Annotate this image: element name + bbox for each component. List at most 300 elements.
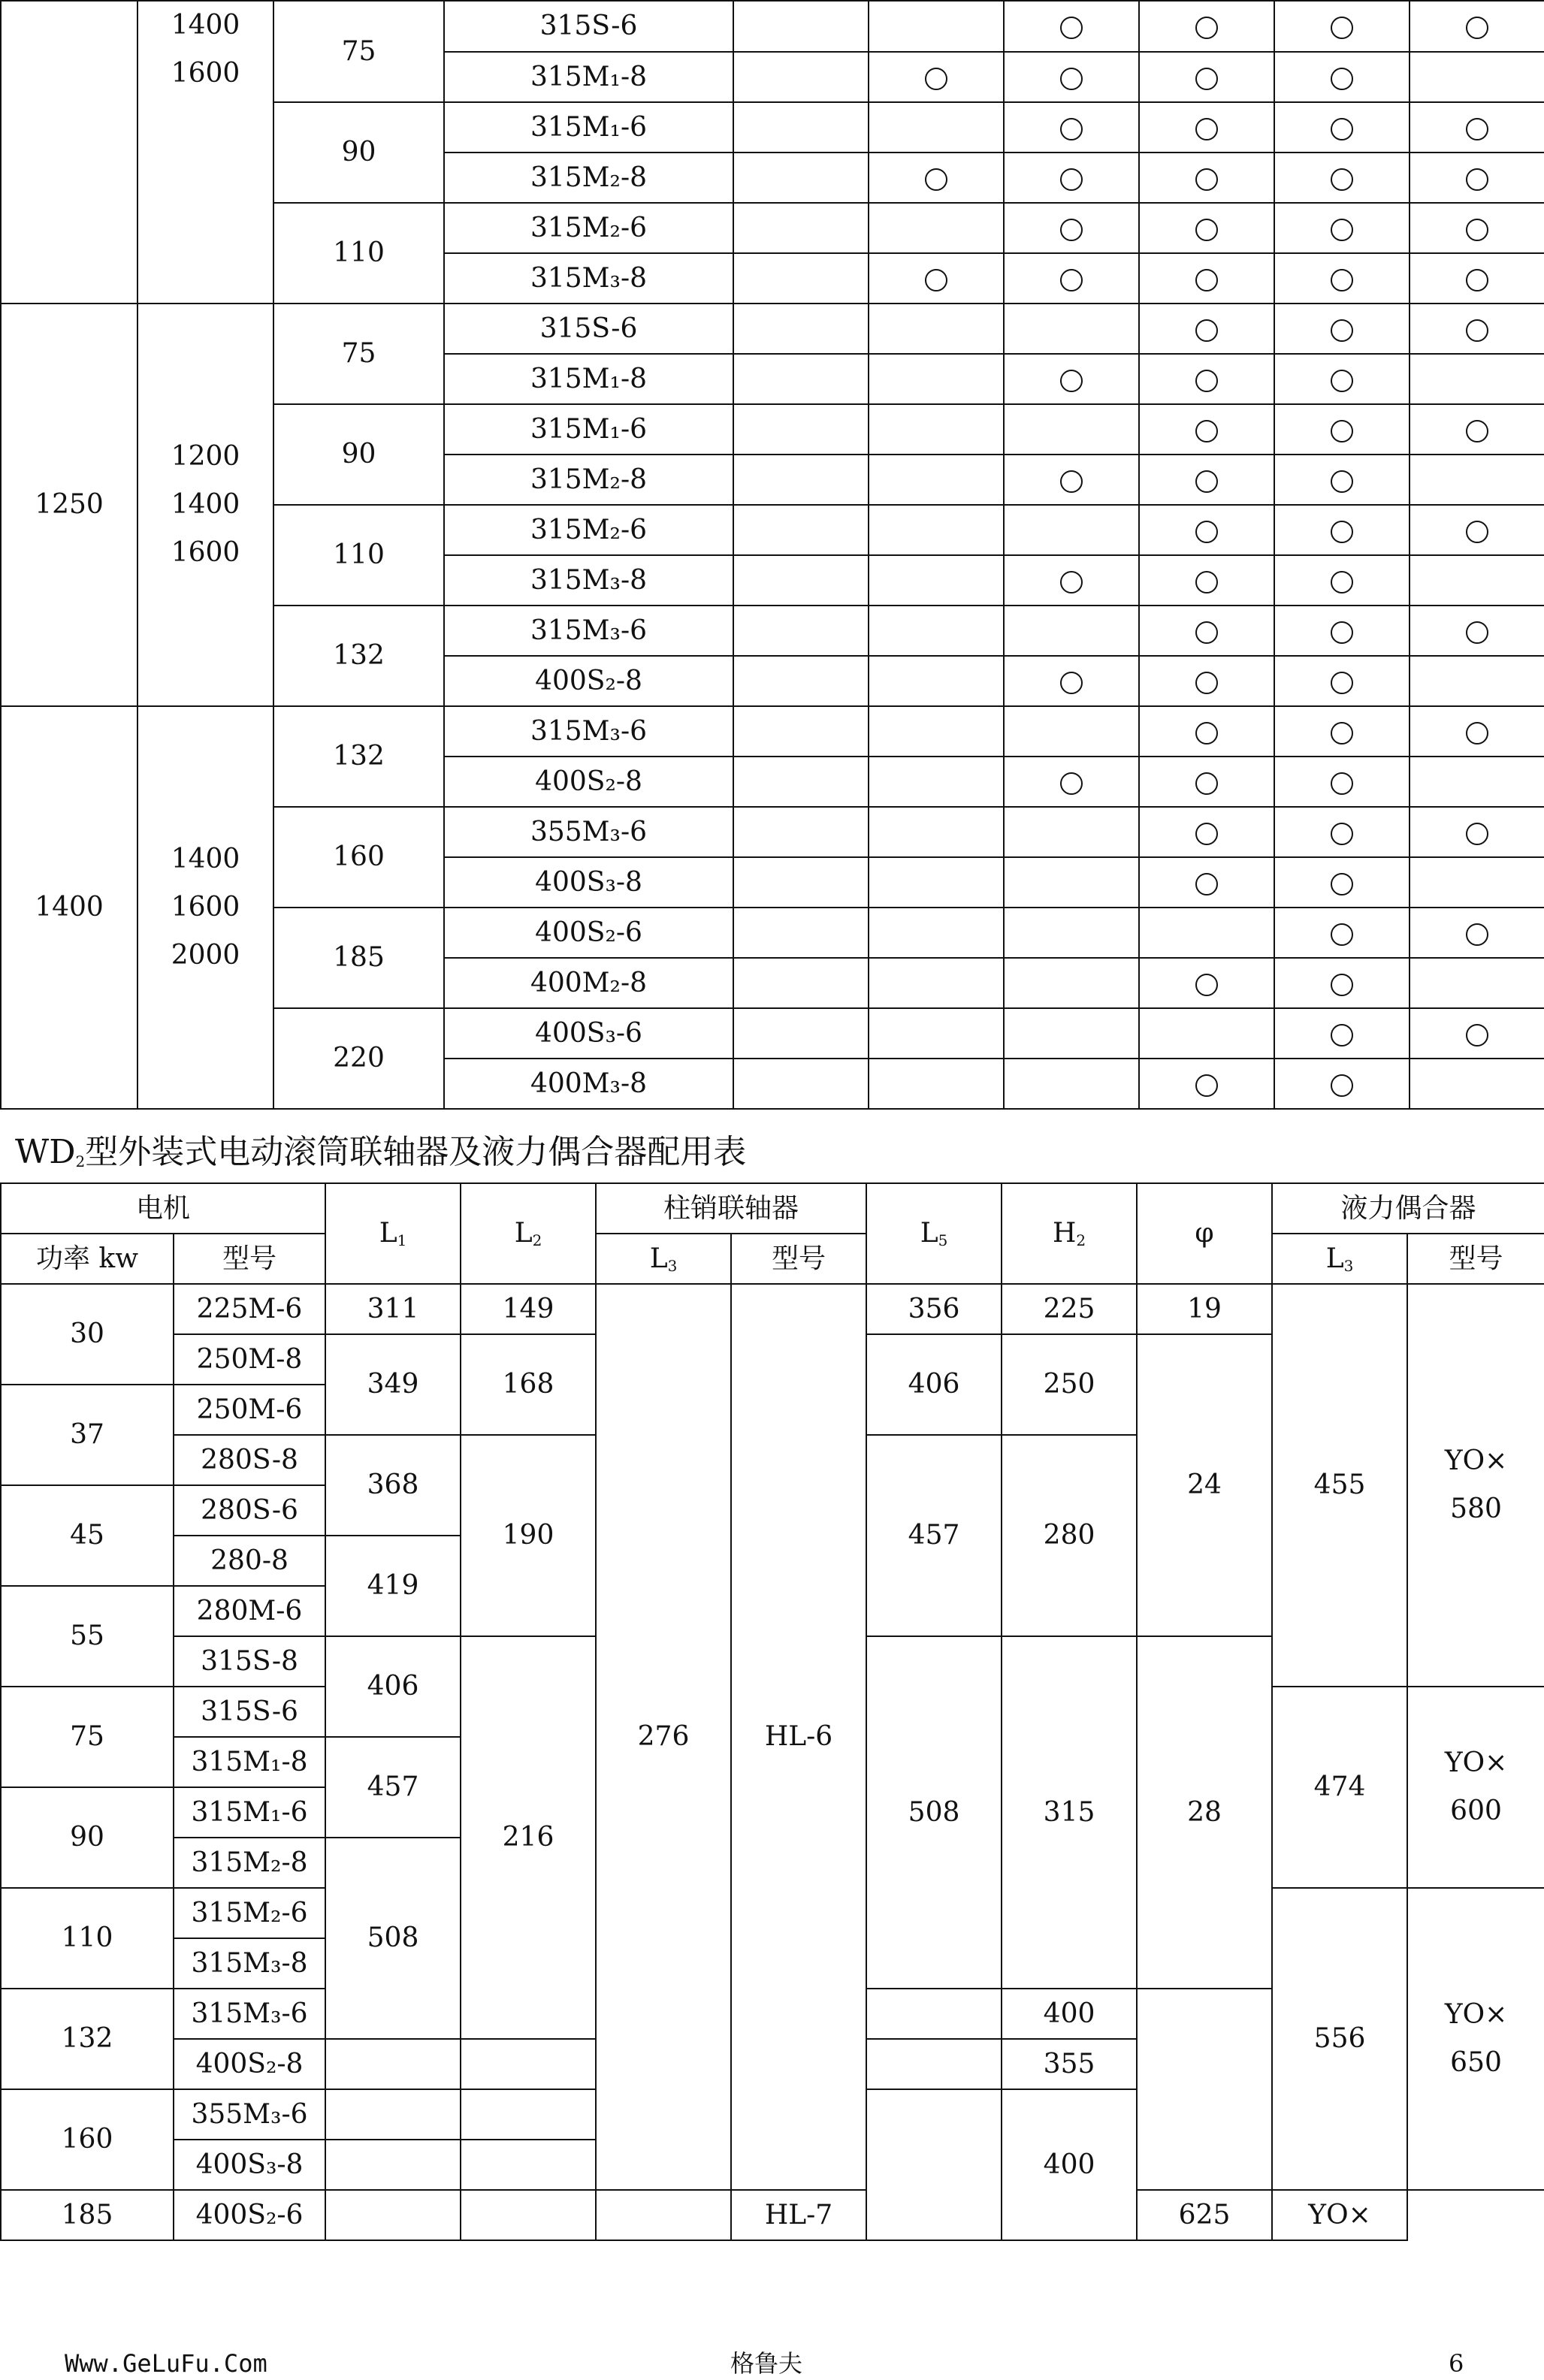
circle-mark-icon (1331, 722, 1353, 745)
L2-cell: 190 (461, 1435, 596, 1636)
mark-cell (733, 505, 869, 555)
power-cell: 132 (1, 1989, 174, 2089)
header-pin-model: 型号 (731, 1234, 866, 1284)
mark-cell (1274, 153, 1410, 203)
mark-cell (733, 857, 869, 908)
model-cell: 315S-6 (174, 1687, 325, 1737)
fluid-L3-cell: 455 (1272, 1284, 1407, 1687)
header-power: 功率 kw (1, 1234, 174, 1284)
compatibility-table (0, 0, 1544, 1110)
model-cell: 315M₃-8 (174, 1938, 325, 1989)
mark-cell (1139, 706, 1274, 757)
mark-cell (1004, 807, 1139, 857)
mark-cell (1274, 253, 1410, 304)
circle-mark-icon (1195, 470, 1218, 493)
mark-cell (869, 606, 1004, 656)
circle-mark-icon (1331, 923, 1353, 946)
mark-cell (733, 404, 869, 455)
circle-mark-icon (1331, 17, 1353, 39)
fluid-L3-cell: 556 (1272, 1888, 1407, 2190)
circle-mark-icon (1466, 17, 1488, 39)
circle-mark-icon (925, 269, 947, 291)
mark-cell (1410, 555, 1544, 606)
footer-website: Www.GeLuFu.Com (65, 2349, 267, 2378)
H2-cell: 315 (1002, 1636, 1137, 1989)
mark-cell (733, 304, 869, 354)
L5-cell: 406 (866, 1334, 1002, 1435)
circle-mark-icon (1331, 470, 1353, 493)
mark-cell (733, 203, 869, 253)
model-cell: 400S₃-6 (444, 1008, 733, 1059)
mark-cell (1004, 757, 1139, 807)
mark-cell (733, 706, 869, 757)
mark-cell (1004, 505, 1139, 555)
circle-mark-icon (1331, 974, 1353, 996)
power-cell: 110 (1, 1888, 174, 1989)
mark-cell (733, 52, 869, 102)
mark-cell (1410, 404, 1544, 455)
model-cell: 315M₃-8 (444, 555, 733, 606)
circle-mark-icon (1466, 823, 1488, 845)
L1-cell (325, 2190, 461, 2240)
model-cell: 400S₃-8 (174, 2140, 325, 2190)
model-cell: 355M₃-6 (174, 2089, 325, 2140)
model-cell: 315S-6 (444, 304, 733, 354)
mark-cell (1139, 757, 1274, 807)
power-cell: 90 (1, 1787, 174, 1888)
model-cell: 280-8 (174, 1536, 325, 1586)
mark-cell (1274, 958, 1410, 1008)
power-cell: 45 (1, 1485, 174, 1586)
circle-mark-icon (1331, 168, 1353, 191)
power-cell: 185 (273, 908, 444, 1008)
H2-cell: 250 (1002, 1334, 1137, 1435)
circle-mark-icon (1060, 571, 1083, 593)
circle-mark-icon (1195, 621, 1218, 644)
L1-cell: 419 (325, 1536, 461, 1636)
mark-cell (1139, 908, 1274, 958)
mark-cell (1139, 857, 1274, 908)
circle-mark-icon (1466, 219, 1488, 241)
circle-mark-icon (1060, 168, 1083, 191)
mark-cell (1410, 656, 1544, 706)
header-L1: $L_1$ (325, 1183, 461, 1284)
fluid-L3-cell: 625 (1137, 2190, 1272, 2240)
mark-cell (1004, 1, 1139, 52)
table-row (1, 2190, 1544, 2240)
mark-cell (1004, 606, 1139, 656)
mark-cell (869, 958, 1004, 1008)
H2-cell: 280 (1002, 1435, 1137, 1636)
phi-cell (1137, 1989, 1272, 2190)
mark-cell (869, 505, 1004, 555)
mark-cell (869, 102, 1004, 153)
L5-cell: 508 (866, 1636, 1002, 1989)
header-fluid-coupling: 液力偶合器 (1272, 1183, 1544, 1234)
mark-cell (1139, 404, 1274, 455)
mark-cell (1410, 807, 1544, 857)
L2-cell (461, 2140, 596, 2190)
mark-cell (1274, 505, 1410, 555)
circle-mark-icon (1331, 823, 1353, 845)
model-cell: 315M₁-8 (444, 52, 733, 102)
model-cell: 315M₂-8 (444, 153, 733, 203)
L1-cell: 508 (325, 1838, 461, 2039)
pin-model-cell: HL-6 (731, 1284, 866, 2190)
circle-mark-icon (1331, 319, 1353, 342)
power-cell: 185 (1, 2190, 174, 2240)
model-cell: 400S₃-8 (444, 857, 733, 908)
header-row-1 (1, 1183, 1544, 1234)
mark-cell (1274, 304, 1410, 354)
model-cell: 315M₂-8 (174, 1838, 325, 1888)
circle-mark-icon (1331, 219, 1353, 241)
header-motor: 电机 (1, 1183, 325, 1234)
L5-cell (866, 2089, 1002, 2240)
mark-cell (1410, 253, 1544, 304)
model-cell: 400S₂-8 (174, 2039, 325, 2089)
power-cell: 160 (1, 2089, 174, 2190)
mark-cell (1410, 1, 1544, 52)
circle-mark-icon (1331, 873, 1353, 896)
L2-cell (461, 2089, 596, 2140)
model-cell: 315M₃-6 (444, 706, 733, 757)
mark-cell (869, 153, 1004, 203)
coupling-table-title: $WD_2$型外装式电动滚筒联轴器及液力偶合器配用表 (15, 1133, 747, 1171)
mark-cell (1410, 908, 1544, 958)
mark-cell (1274, 908, 1410, 958)
circle-mark-icon (1195, 571, 1218, 593)
header-pin-L3: $L_3$ (596, 1234, 731, 1284)
circle-mark-icon (1060, 269, 1083, 291)
L1-cell: 368 (325, 1435, 461, 1536)
header-H2: $H_2$ (1002, 1183, 1137, 1284)
circle-mark-icon (1060, 17, 1083, 39)
table-row (1, 304, 1544, 354)
circle-mark-icon (1331, 1074, 1353, 1097)
model-cell: 315M₃-8 (444, 253, 733, 304)
mark-cell (1139, 606, 1274, 656)
L2-cell: 216 (461, 1636, 596, 2039)
mark-cell (1274, 757, 1410, 807)
mark-cell (1004, 706, 1139, 757)
circle-mark-icon (1195, 873, 1218, 896)
power-cell: 132 (273, 606, 444, 706)
circle-mark-icon (1195, 420, 1218, 442)
mark-cell (733, 1059, 869, 1109)
circle-mark-icon (925, 68, 947, 90)
mark-cell (869, 908, 1004, 958)
mark-cell (869, 203, 1004, 253)
circle-mark-icon (1466, 621, 1488, 644)
mark-cell (869, 52, 1004, 102)
mark-cell (1139, 1059, 1274, 1109)
model-cell: 315M₂-6 (444, 203, 733, 253)
L1-cell (325, 2140, 461, 2190)
mark-cell (1274, 857, 1410, 908)
circle-mark-icon (1195, 118, 1218, 140)
header-fluid-L3: $L_3$ (1272, 1234, 1407, 1284)
circle-mark-icon (1195, 722, 1218, 745)
mark-cell (1004, 52, 1139, 102)
length-cell: 1400 1600 2000 (137, 706, 273, 1109)
fluid-L3-cell: 474 (1272, 1687, 1407, 1888)
mark-cell (1274, 404, 1410, 455)
circle-mark-icon (1195, 168, 1218, 191)
circle-mark-icon (1060, 219, 1083, 241)
circle-mark-icon (1466, 269, 1488, 291)
circle-mark-icon (1331, 118, 1353, 140)
circle-mark-icon (1195, 269, 1218, 291)
header-L5: $L_5$ (866, 1183, 1002, 1284)
power-cell: 90 (273, 404, 444, 505)
header-fluid-model: 型号 (1407, 1234, 1544, 1284)
mark-cell (1004, 304, 1139, 354)
mark-cell (869, 455, 1004, 505)
table-row (1, 1, 1544, 52)
mark-cell (1410, 455, 1544, 505)
H2-cell: 400 (1002, 1989, 1137, 2039)
mark-cell (1274, 656, 1410, 706)
mark-cell (1274, 455, 1410, 505)
model-cell: 280S-6 (174, 1485, 325, 1536)
circle-mark-icon (1195, 370, 1218, 392)
power-cell: 55 (1, 1586, 174, 1687)
H2-cell: 225 (1002, 1284, 1137, 1334)
circle-mark-icon (1195, 1074, 1218, 1097)
phi-cell: 19 (1137, 1284, 1272, 1334)
L5-cell (866, 2039, 1002, 2089)
power-cell: 30 (1, 1284, 174, 1385)
circle-mark-icon (1466, 420, 1488, 442)
mark-cell (1004, 102, 1139, 153)
mark-cell (1274, 706, 1410, 757)
model-cell: 315M₁-6 (444, 404, 733, 455)
mark-cell (733, 1, 869, 52)
mark-cell (1410, 505, 1544, 555)
circle-mark-icon (1331, 269, 1353, 291)
model-cell: 315M₁-8 (444, 354, 733, 404)
power-cell: 110 (273, 203, 444, 304)
mark-cell (733, 606, 869, 656)
model-cell: 315S-8 (174, 1636, 325, 1687)
L2-cell: 149 (461, 1284, 596, 1334)
mark-cell (733, 455, 869, 505)
circle-mark-icon (925, 168, 947, 191)
mark-cell (869, 706, 1004, 757)
power-cell: 75 (273, 304, 444, 404)
mark-cell (1274, 102, 1410, 153)
circle-mark-icon (1331, 621, 1353, 644)
mark-cell (733, 757, 869, 807)
mark-cell (733, 354, 869, 404)
L1-cell (325, 2039, 461, 2089)
mark-cell (1139, 253, 1274, 304)
mark-cell (1004, 253, 1139, 304)
mark-cell (733, 908, 869, 958)
mark-cell (1274, 203, 1410, 253)
H2-cell: 400 (1002, 2089, 1137, 2240)
circle-mark-icon (1195, 219, 1218, 241)
circle-mark-icon (1331, 1024, 1353, 1047)
table-row (1, 706, 1544, 757)
circle-mark-icon (1195, 672, 1218, 694)
mark-cell (1139, 807, 1274, 857)
header-L2: $L_2$ (461, 1183, 596, 1284)
model-cell: 315M₂-8 (444, 455, 733, 505)
circle-mark-icon (1331, 420, 1353, 442)
power-cell: 75 (273, 1, 444, 102)
model-cell: 400M₃-8 (444, 1059, 733, 1109)
mark-cell (1004, 354, 1139, 404)
L1-cell (325, 2089, 461, 2140)
circle-mark-icon (1195, 319, 1218, 342)
model-cell: 400M₂-8 (444, 958, 733, 1008)
power-cell: 75 (1, 1687, 174, 1787)
circle-mark-icon (1466, 923, 1488, 946)
pin-L3-cell (596, 2190, 731, 2240)
mark-cell (1410, 153, 1544, 203)
model-cell: 315M₃-6 (444, 606, 733, 656)
mark-cell (1004, 958, 1139, 1008)
pin-L3-cell: 276 (596, 1284, 731, 2190)
model-cell: 315M₁-8 (174, 1737, 325, 1787)
mark-cell (1139, 505, 1274, 555)
model-cell: 400S₂-6 (444, 908, 733, 958)
footer-page-number: 6 (1449, 2349, 1464, 2378)
header-row-2 (1, 1234, 1544, 1284)
mark-cell (1274, 1059, 1410, 1109)
mark-cell (1004, 555, 1139, 606)
mark-cell (1004, 404, 1139, 455)
mark-cell (1004, 1059, 1139, 1109)
mark-cell (1004, 656, 1139, 706)
length-cell: 1400 1600 (137, 1, 273, 304)
model-cell: 355M₃-6 (444, 807, 733, 857)
mark-cell (1139, 203, 1274, 253)
header-pin-coupling: 柱销联轴器 (596, 1183, 866, 1234)
mark-cell (1410, 203, 1544, 253)
mark-cell (1274, 606, 1410, 656)
model-cell: 400S₂-8 (444, 656, 733, 706)
mark-cell (1410, 1059, 1544, 1109)
mark-cell (869, 656, 1004, 706)
mark-cell (869, 857, 1004, 908)
fluid-model-cell: YO× 580 (1407, 1284, 1544, 1687)
model-cell: 225M-6 (174, 1284, 325, 1334)
model-cell: 400S₂-6 (174, 2190, 325, 2240)
mark-cell (1274, 807, 1410, 857)
model-cell: 315M₂-6 (174, 1888, 325, 1938)
mark-cell (733, 807, 869, 857)
phi-cell: 24 (1137, 1334, 1272, 1636)
pin-model-cell: HL-7 (731, 2190, 866, 2240)
model-cell: 315M₁-6 (174, 1787, 325, 1838)
L5-cell: 457 (866, 1435, 1002, 1636)
power-cell: 220 (273, 1008, 444, 1109)
header-model: 型号 (174, 1234, 325, 1284)
circle-mark-icon (1195, 68, 1218, 90)
mark-cell (1410, 304, 1544, 354)
model-cell: 315S-6 (444, 1, 733, 52)
mark-cell (1139, 656, 1274, 706)
mark-cell (1139, 52, 1274, 102)
mark-cell (1004, 203, 1139, 253)
L2-cell (461, 2039, 596, 2089)
circle-mark-icon (1331, 521, 1353, 543)
mark-cell (733, 555, 869, 606)
mark-cell (1139, 354, 1274, 404)
mark-cell (869, 757, 1004, 807)
circle-mark-icon (1195, 823, 1218, 845)
mark-cell (869, 1008, 1004, 1059)
fluid-model-cell: YO× 600 (1407, 1687, 1544, 1888)
L5-cell (866, 1989, 1002, 2039)
L5-cell: 356 (866, 1284, 1002, 1334)
length-cell: 1200 1400 1600 (137, 304, 273, 706)
mark-cell (1139, 304, 1274, 354)
circle-mark-icon (1060, 118, 1083, 140)
fluid-model-cell: YO× 650 (1407, 1888, 1544, 2190)
model-cell: 315M₁-6 (444, 102, 733, 153)
mark-cell (869, 1, 1004, 52)
mark-cell (1274, 1008, 1410, 1059)
circle-mark-icon (1331, 68, 1353, 90)
circle-mark-icon (1331, 370, 1353, 392)
mark-cell (1004, 908, 1139, 958)
model-cell: 280M-6 (174, 1586, 325, 1636)
L1-cell: 406 (325, 1636, 461, 1737)
model-cell: 250M-6 (174, 1385, 325, 1435)
mark-cell (1274, 555, 1410, 606)
L2-cell (461, 2190, 596, 2240)
mark-cell (1274, 52, 1410, 102)
circle-mark-icon (1466, 118, 1488, 140)
L1-cell: 457 (325, 1737, 461, 1838)
mark-cell (869, 555, 1004, 606)
power-cell: 110 (273, 505, 444, 606)
circle-mark-icon (1466, 1024, 1488, 1047)
circle-mark-icon (1195, 772, 1218, 795)
circle-mark-icon (1060, 672, 1083, 694)
mark-cell (733, 102, 869, 153)
table-row (1, 1284, 1544, 1334)
circle-mark-icon (1060, 370, 1083, 392)
phi-cell: 28 (1137, 1636, 1272, 1989)
mark-cell (869, 1059, 1004, 1109)
model-cell: 400S₂-8 (444, 757, 733, 807)
mark-cell (733, 656, 869, 706)
mark-cell (1004, 153, 1139, 203)
model-cell: 250M-8 (174, 1334, 325, 1385)
fluid-model-cell: YO× (1272, 2190, 1407, 2240)
mark-cell (1139, 555, 1274, 606)
L1-cell: 311 (325, 1284, 461, 1334)
mark-cell (1410, 102, 1544, 153)
H2-cell: 355 (1002, 2039, 1137, 2089)
mark-cell (869, 807, 1004, 857)
model-cell: 280S-8 (174, 1435, 325, 1485)
model-cell: 315M₃-6 (174, 1989, 325, 2039)
circle-mark-icon (1466, 521, 1488, 543)
circle-mark-icon (1060, 470, 1083, 493)
mark-cell (733, 1008, 869, 1059)
circle-mark-icon (1331, 571, 1353, 593)
circle-mark-icon (1466, 168, 1488, 191)
mark-cell (1410, 1008, 1544, 1059)
mark-cell (733, 958, 869, 1008)
diameter-cell: 1250 (1, 304, 137, 706)
